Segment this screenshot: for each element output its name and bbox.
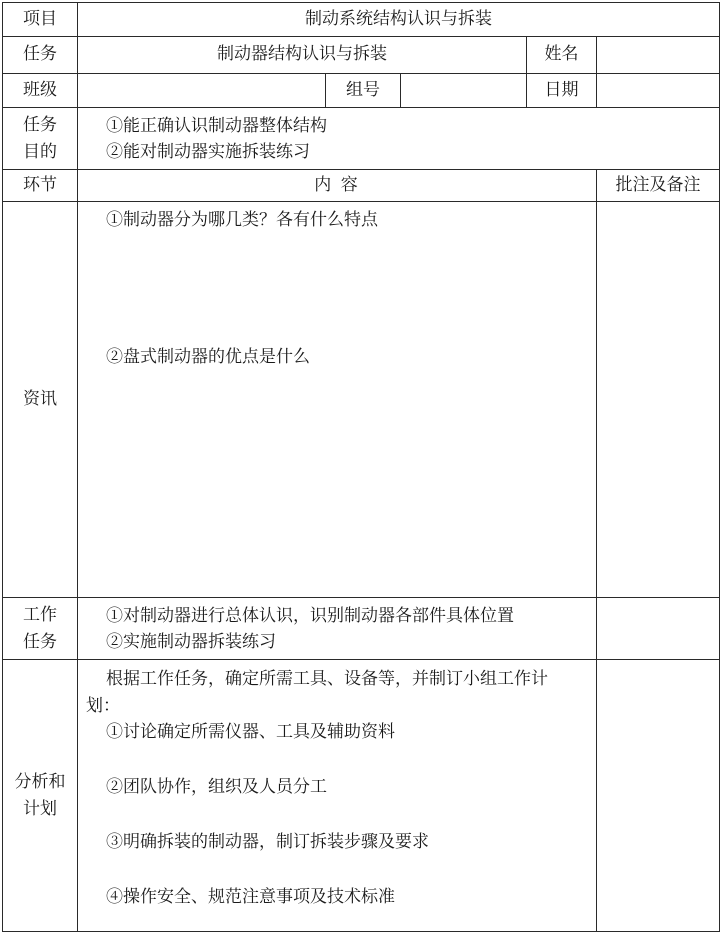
work-task-row — [3, 598, 720, 660]
date-field[interactable] — [597, 74, 720, 108]
name-field[interactable] — [597, 37, 720, 74]
work-task-label-line-1: 工作 — [23, 604, 57, 625]
info-question: ①制动器分为哪几类？各有什么特点 — [106, 210, 378, 230]
class-field[interactable] — [78, 74, 326, 108]
work-task-item: ②实施制动器拆装练习 — [106, 631, 276, 652]
task-worksheet-table — [2, 2, 720, 932]
class-label: 班级 — [3, 74, 78, 108]
header-row — [3, 170, 720, 202]
work-task-label — [3, 598, 78, 660]
plan-item: ③明确拆装的制动器，制订拆装步骤及要求 — [106, 832, 429, 852]
info-remarks[interactable] — [597, 202, 720, 598]
task-row — [3, 37, 720, 74]
plan-item: ①讨论确定所需仪器、工具及辅助资料 — [106, 722, 395, 742]
group-no-label: 组号 — [326, 74, 401, 108]
work-task-remarks[interactable] — [597, 598, 720, 660]
analysis-row — [3, 660, 720, 932]
purpose-label — [3, 108, 78, 170]
name-label: 姓名 — [527, 37, 597, 74]
analysis-label-line-1: 分析和 — [14, 771, 66, 792]
info-row — [3, 202, 720, 598]
info-question: ②盘式制动器的优点是什么 — [106, 347, 310, 367]
purpose-item: ①能正确认识制动器整体结构 — [106, 115, 327, 136]
stage-header: 环节 — [3, 170, 78, 202]
purpose-label-line-2: 目的 — [23, 141, 57, 162]
work-task-content — [78, 598, 597, 660]
project-label: 项目 — [3, 3, 78, 37]
work-task-label-line-2: 任务 — [23, 631, 57, 652]
purpose-content — [78, 108, 720, 170]
task-value: 制动器结构认识与拆装 — [78, 37, 527, 74]
purpose-row — [3, 108, 720, 170]
purpose-label-line-1: 任务 — [23, 114, 57, 135]
project-row — [3, 3, 720, 37]
group-no-field[interactable] — [401, 74, 527, 108]
work-task-item: ①对制动器进行总体认识，识别制动器各部件具体位置 — [106, 605, 514, 626]
info-label: 资讯 — [3, 202, 78, 598]
analysis-content[interactable] — [78, 660, 597, 932]
class-row — [3, 74, 720, 108]
info-content[interactable] — [78, 202, 597, 598]
content-header: 内 容 — [78, 170, 597, 202]
analysis-label — [3, 660, 78, 932]
plan-item: ④操作安全、规范注意事项及技术标准 — [106, 887, 395, 907]
analysis-remarks[interactable] — [597, 660, 720, 932]
plan-item: ②团队协作，组织及人员分工 — [106, 777, 327, 797]
project-value: 制动系统结构认识与拆装 — [78, 3, 720, 37]
analysis-intro: 根据工作任务，确定所需工具、设备等，并制订小组工作计划： — [86, 669, 548, 716]
remarks-header: 批注及备注 — [597, 170, 720, 202]
task-label: 任务 — [3, 37, 78, 74]
analysis-label-line-2: 计划 — [23, 798, 57, 819]
purpose-item: ②能对制动器实施拆装练习 — [106, 141, 310, 162]
date-label: 日期 — [527, 74, 597, 108]
